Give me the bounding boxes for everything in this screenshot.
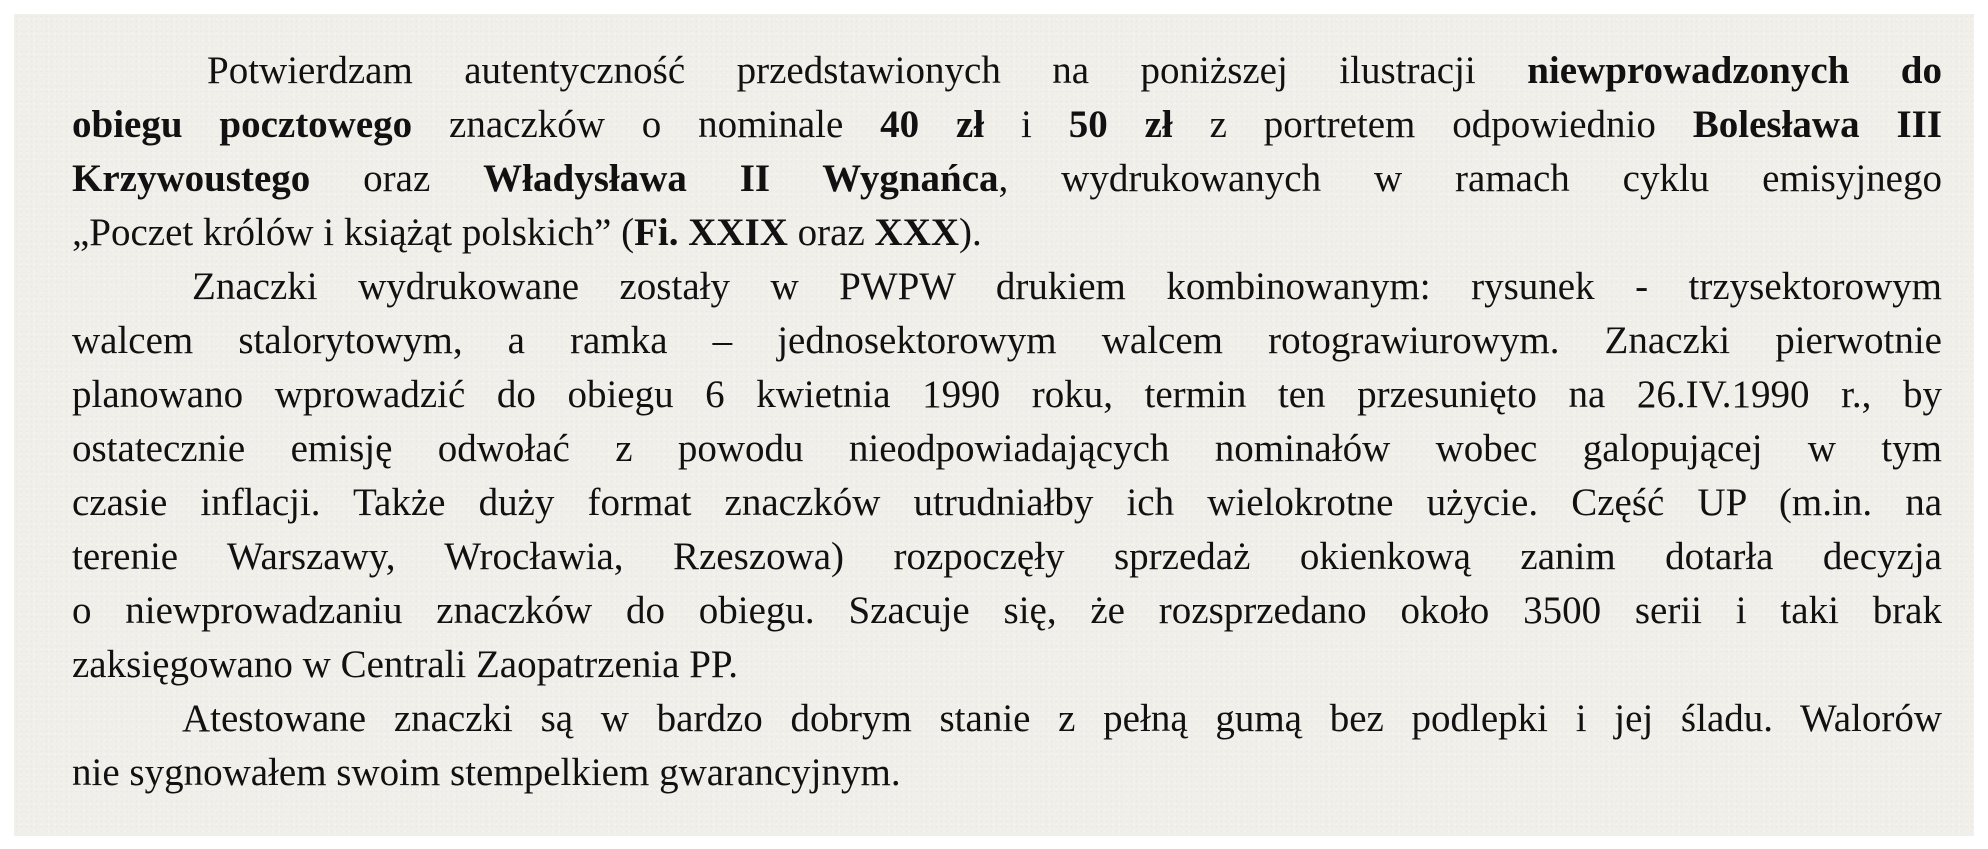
paragraph-3-line-1: Atestowane znaczki są w bardzo dobrym stanie z pełną gumą bez podlepki i jej śladu. Walorów [182, 697, 1942, 740]
text-run: „Poczet królów i książąt polskich” ( [72, 211, 635, 254]
text-run: oraz [310, 157, 484, 200]
paragraph-1-line-4 [72, 206, 1942, 260]
paragraph-2-line-5: czasie inflacji. Także duży format znaczków utrudniałby ich wielokrotne użycie. Część UP (m.in. na [72, 481, 1942, 524]
paragraph-2-line-2: walcem stalorytowym, a ramka – jednosektorowym walcem rotograwiurowym. Znaczki pierwotnie [72, 319, 1942, 362]
paragraph-2-line-8: zaksięgowano w Centrali Zaopatrzenia PP. [72, 643, 739, 686]
text-run: ). [959, 211, 982, 254]
paragraph-1-line-1 [72, 44, 1942, 98]
bold-run: niewprowadzonych do [1527, 49, 1942, 92]
text-run: oraz [787, 211, 875, 254]
paragraph-2-line-3: planowano wprowadzić do obiegu 6 kwietnia 1990 roku, termin ten przesunięto na 26.IV.1990 r., by [72, 373, 1942, 416]
paragraph-2 [72, 260, 1942, 692]
paragraph-2-line-4: ostatecznie emisję odwołać z powodu nieodpowiadających nominałów wobec galopującej w tym [72, 427, 1942, 470]
bold-run: Bolesława III [1692, 103, 1942, 146]
bold-run: obiegu pocztowego [72, 103, 413, 146]
bold-run: XXX [874, 211, 960, 254]
paragraph-3 [72, 692, 1942, 800]
text-run: z portretem odpowiednio [1172, 103, 1693, 146]
paragraph-2-line-7: o niewprowadzaniu znaczków do obiegu. Szacuje się, że rozsprzedano około 3500 serii i taki brak [72, 589, 1942, 632]
bold-run: Władysława II Wygnańca [483, 157, 999, 200]
text-run: i [984, 103, 1069, 146]
document-page [14, 14, 1974, 836]
bold-run: 40 zł [880, 103, 985, 146]
text-run: Potwierdzam autentyczność przedstawionych na poniższej ilustracji [207, 49, 1528, 92]
document-body [72, 44, 1942, 800]
paragraph-3-line-2: nie sygnowałem swoim stempelkiem gwarancyjnym. [72, 751, 901, 794]
text-run: znaczków o nominale [412, 103, 881, 146]
bold-run: Fi. XXIX [634, 211, 788, 254]
paragraph-1-line-3 [72, 152, 1942, 206]
paragraph-1 [72, 44, 1942, 260]
bold-run: Krzywoustego [72, 157, 311, 200]
bold-run: 50 zł [1068, 103, 1173, 146]
paragraph-1-line-2 [72, 98, 1942, 152]
paragraph-2-line-6: terenie Warszawy, Wrocławia, Rzeszowa) rozpoczęły sprzedaż okienkową zanim dotarła decyzja [72, 535, 1942, 578]
paragraph-2-line-1: Znaczki wydrukowane zostały w PWPW drukiem kombinowanym: rysunek - trzysektorowym [192, 265, 1942, 308]
text-run: , wydrukowanych w ramach cyklu emisyjnego [998, 157, 1942, 200]
